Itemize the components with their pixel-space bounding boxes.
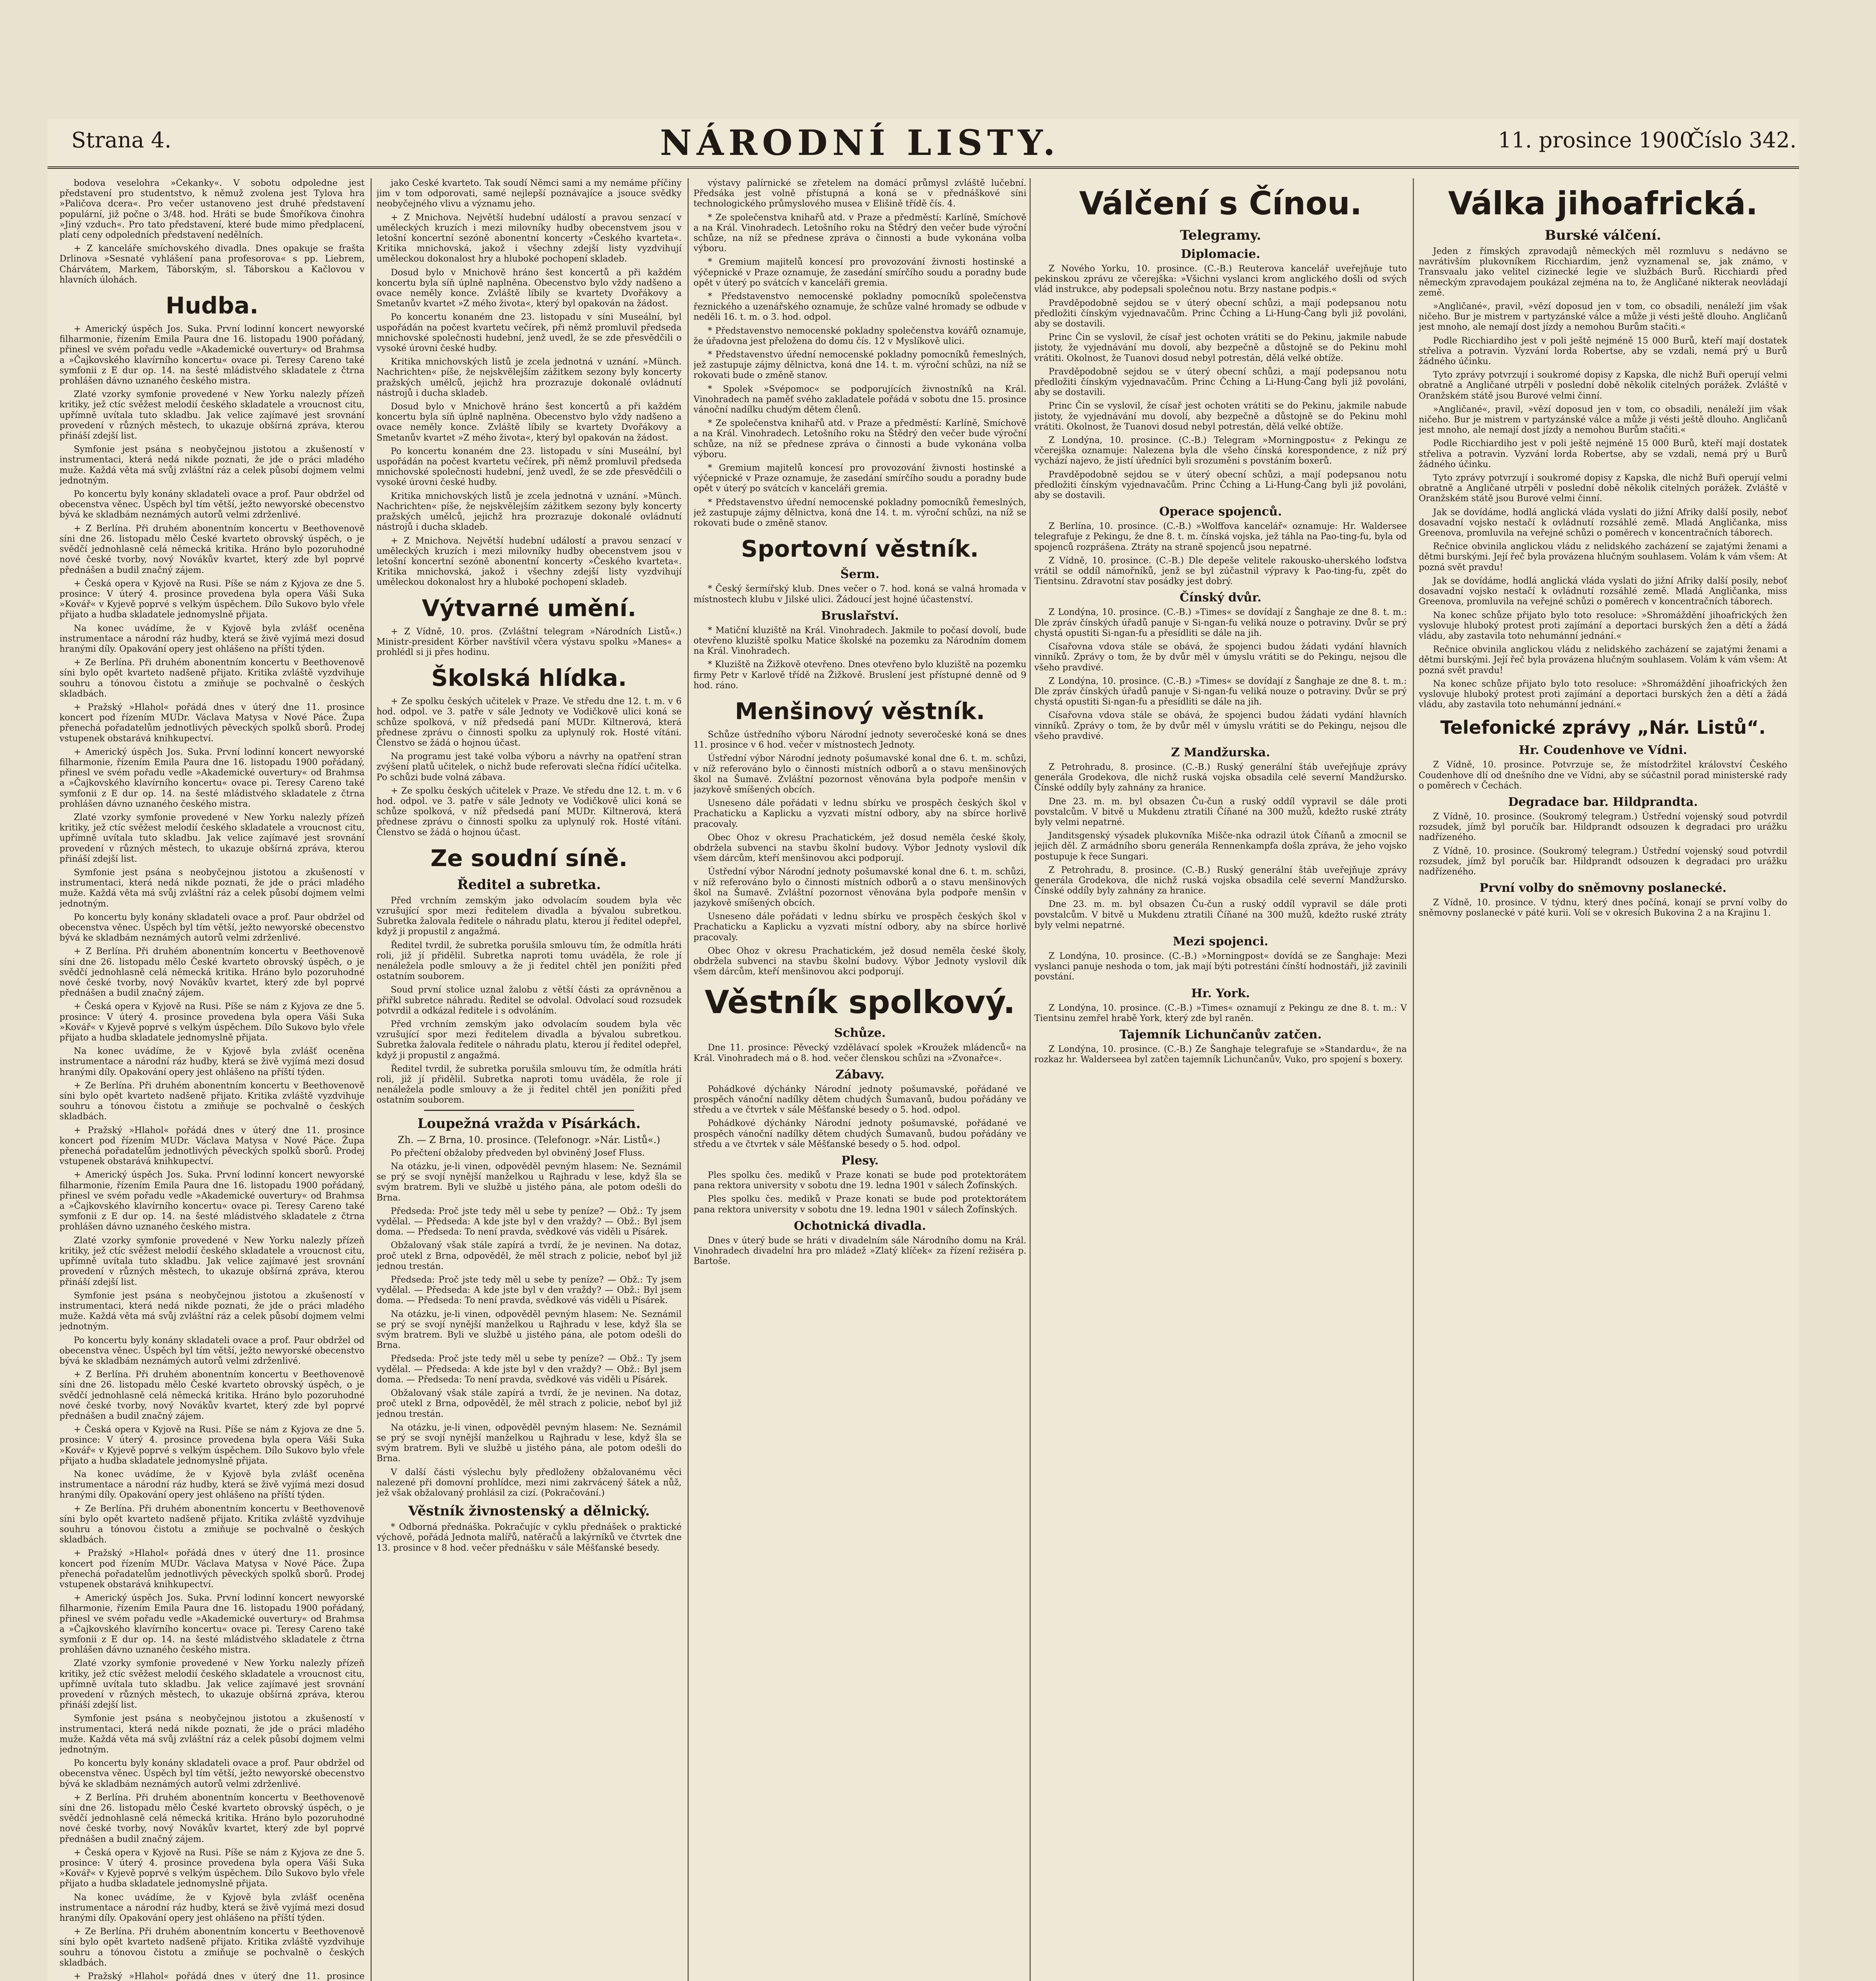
article-paragraph: Z Londýna, 10. prosince. (C.-B.) Ze Šanghaje telegrafuje se »Standardu«, že na rozkaz hr. Walderseea byl zatčen tajemník Lichunčanův, Vuko, pro spojení s boxery. xyxy=(1034,1044,1407,1065)
article-paragraph: + Ze spolku českých učitelek v Praze. Ve středu dne 12. t. m. v 6 hod. odpol. ve 3. patře v sále Jednoty ve Vodičkově ulici koná se schůze spolková, v níž předsedá paní MUDr. Kiltnerová, která přednese zprávu o činnosti spolku za uplynulý rok. Hosté vítáni. Členstvo se žádá o hojnou účast. xyxy=(376,786,682,838)
article-paragraph: Ředitel tvrdil, že subretka porušila smlouvu tím, že odmítla hráti roli, již jí přidělil. Subretka naproti tomu uváděla, že role jí nenáležela podle smlouvy a že ji ředitel chtěl jen ponížiti před ostatním souborem. xyxy=(376,1064,682,1105)
article-paragraph: Dosud bylo v Mnichově hráno šest koncertů a při každém koncertu byla síň úplně naplněna. Obecenstvo bylo vždy nadšeno a ovace neměly konce. Zvláště líbily se kvartety Dvořákovy a Smetanův kvartet »Z mého života«, který byl opakován na žádost. xyxy=(376,267,682,309)
article-paragraph: + Americký úspěch Jos. Suka. První lodinní koncert newyorské filharmonie, řízením Emila Paura dne 16. listopadu 1900 pořádaný, přinesl ve svém pořadu vedle »Akademické ouvertury« od Brahmsa a »Čajkovského klavírního koncertu« ovace pi. Teresy Careno také symfonii z E dur op. 14. na šesté mládistvého skladatele z čtrna prohlášen dávno uznaného českého mistra. xyxy=(59,324,365,386)
column-divider xyxy=(688,178,689,1981)
article-paragraph: + Z Berlína. Při druhém abonentním koncertu v Beethovenově síni dne 26. listopadu mělo České kvarteto obrovský úspěch, o je svědčí jednohlasně celá německá kritika. Hráno bylo pozoruhodné nové české tvorby, nový Novákův kvartet, který zde byl poprvé přednášen a budil značný zájem. xyxy=(59,1370,365,1421)
article-paragraph: Z Nového Yorku, 10. prosince. (C.-B.) Reuterova kancelář uveřejňuje tuto pekinskou zprávu ze včerejška: »Všichni vyslanci krom anglického došli od svých vlád instrukce, aby podepsali společnou notu. Brzy nastane podpis.« xyxy=(1034,264,1407,295)
article-heading: Ochotnická divadla. xyxy=(794,1219,926,1233)
article-paragraph: * Kluziště na Žižkově otevřeno. Dnes otevřeno bylo kluziště na pozemku firmy Petr v Karlově třídě na Žižkově. Bruslení jest přístupné denně od 9 hod. ráno. xyxy=(693,660,1026,691)
article-heading: Plesy. xyxy=(841,1154,879,1168)
article-paragraph: + Pražský »Hlahol« pořádá dnes v úterý dne 11. prosince xyxy=(74,1971,365,1981)
article-paragraph: Dne 23. m. m. byl obsazen Ču-čun a ruský oddíl vypravil se dále proti povstalcům. V bitvě u Mukdenu ztratili Číňané na 300 mužů, kdežto ruské ztráty byly velmi nepatrné. xyxy=(1034,899,1407,930)
article-paragraph: * Odborná přednáška. Pokračujíc v cyklu přednášek o praktické výchově, pořádá Jednota malířů, natěračů a lakýrníků ve čtvrtek dne 13. prosince v 8 hod. večer přednášku v sále Měšťanské besedy. xyxy=(376,1522,682,1553)
article-heading: Diplomacie. xyxy=(1181,247,1261,261)
page-header xyxy=(48,119,1799,169)
article-heading: Hr. Coudenhove ve Vídni. xyxy=(1519,743,1687,758)
article-paragraph: Dosud bylo v Mnichově hráno šest koncertů a při každém koncertu byla síň úplně naplněna. Obecenstvo bylo vždy nadšeno a ovace neměly konce. Zvláště líbily se kvartety Dvořákovy a Smetanův kvartet »Z mého života«, který byl opakován na žádost. xyxy=(376,402,682,443)
article-paragraph: Obec Ohoz v okresu Prachatickém, jež dosud neměla české školy, obdržela subvenci na stavbu školní budovy. Výbor Jednoty vyslovil dík všem dárcům, kteří menšinovou akci podporují. xyxy=(693,946,1026,977)
column-5 xyxy=(1419,178,1787,1981)
article-heading: Mezi spojenci. xyxy=(1173,934,1268,949)
column-4 xyxy=(1034,178,1407,1981)
column-divider xyxy=(1030,178,1031,1981)
article-heading: Tajemník Lichunčanův zatčen. xyxy=(1119,1027,1322,1042)
article-paragraph: Z Vídně, 10. prosince. Potvrzuje se, že místodržitel království Českého Coudenhove dlí od dnešního dne ve Vídni, aby se súčastnil porad ministerské rady o poměrech v Čechách. xyxy=(1419,760,1787,791)
article-paragraph: Symfonie jest psána s neobyčejnou jistotou a zkušeností v instrumentaci, která nedá nikde poznati, že jde o práci mladého muže. Každá věta má svůj zvláštní ráz a celek působí dojmem velmi jednotným. xyxy=(59,1714,365,1755)
column-3 xyxy=(693,178,1026,1981)
article-paragraph: Janditsgenský výsadek plukovníka Mišče-nka odrazil útok Číňanů a zmocnil se jejich děl. Z armádního sboru generála Rennenkampfa došla zpráva, že jeho vojsko postupuje k řece Sungari. xyxy=(1034,831,1407,862)
article-paragraph: Po koncertu konaném dne 23. listopadu v síni Museální, byl uspořádán na počest kvartetu večírek, při němž promluvil předseda mnichovské společnosti hudební, jenž uvedl, že se zde přesvědčili o vysoké úrovni české hudby. xyxy=(376,312,682,354)
article-paragraph: Z Vídně, 10. prosince. V týdnu, který dnes počíná, konají se první volby do sněmovny poslanecké v páté kurii. Volí se v okresích Bukovina 2 a na Krajinu 1. xyxy=(1419,898,1787,918)
article-paragraph: Z Petrohradu, 8. prosince. (C.-B.) Ruský generální štáb uveřejňuje zprávy generála Grodekova, dle nichž ruská vojska obsadila celé severní Mandžursko. Čínské oddíly byly zahnány za hranice. xyxy=(1034,762,1407,793)
article-paragraph: Na otázku, je-li vinen, odpověděl pevným hlasem: Ne. Seznámil se prý se svojí nynější manželkou u Rajhradu v lese, když šla se svým bratrem. Byli ve službě u jistého pána, ale potom odešli do Brna. xyxy=(376,1309,682,1351)
section-heading-zivnost: Věstník živnostenský a dělnický. xyxy=(408,1503,650,1519)
article-paragraph: Z Petrohradu, 8. prosince. (C.-B.) Ruský generální štáb uveřejňuje zprávy generála Grodekova, dle nichž ruská vojska obsadila celé severní Mandžursko. Čínské oddíly byly zahnány za hranice. xyxy=(1034,865,1407,896)
section-heading-china-war: Válčení s Čínou. xyxy=(1079,185,1362,222)
article-paragraph: Pravděpodobně sejdou se v úterý obecní schůzi, a mají podepsanou notu předložiti čínským vyjednavačům. Princ Čching a Li-Hung-Čang byli již povoláni, aby se dostavili. xyxy=(1034,298,1407,329)
article-paragraph: * Gremium majitelů koncesí pro provozování živnosti hostinské a výčepnické v Praze oznamuje, že zasedání smírčího soudu a poradny bude opět v úterý po svátcích v kanceláři gremia. xyxy=(693,463,1026,494)
article-heading: Schůze. xyxy=(834,1026,886,1040)
article-paragraph: Rečnice obvinila anglickou vládu z nelidského zacházení se zajatými ženami a dětmi burskými. Její řeč byla provázena hlučným souhlasem. Volám k vám všem: At pozná svět pravdu! xyxy=(1419,645,1787,676)
article-paragraph: Po koncertu byly konány skladateli ovace a prof. Paur obdržel od obecenstva věnec. Úspěch byl tím větší, ježto newyorské obecenstvo bývá ke skladbám neznámých autorů velmi zdrženlivé. xyxy=(59,489,365,520)
article-paragraph: výstavy palírnické se zřetelem na domácí průmysl zvláště lučební. Předsáka jest volně přístupná a koná se v přednáškové síni technologického průmyslového musea v Elišině třídě čís. 4. xyxy=(693,178,1026,209)
article-paragraph: Kritika mnichovských listů je zcela jednotná v uznání. »Münch. Nachrichten« píše, že nejskvělejším zážitkem sezony byly koncerty pražských umělců, jejichž hra prozrazuje dokonalé ovládnutí nástrojů i ducha skladeb. xyxy=(376,357,682,398)
article-paragraph: Po koncertu byly konány skladateli ovace a prof. Paur obdržel od obecenstva věnec. Úspěch byl tím větší, ježto newyorské obecenstvo bývá ke skladbám neznámých autorů velmi zdrženlivé. xyxy=(59,1335,365,1366)
article-paragraph: Pravděpodobně sejdou se v úterý obecní schůzi, a mají podepsanou notu předložiti čínským vyjednavačům. Princ Čching a Li-Hung-Čang byli již povoláni, aby se dostavili. xyxy=(1034,366,1407,398)
article-paragraph: * Ze společenstva knihařů atd. v Praze a předměstí: Karlíně, Smíchově a na Král. Vinohradech. Letošního roku na Štědrý den večer bude výroční schůze, na níž se přednese zpráva o činnosti a bude vykonána volba výboru. xyxy=(693,212,1026,254)
subsection-heading: Burské válčení. xyxy=(1544,227,1662,243)
article-paragraph: Jak se dovídáme, hodlá anglická vláda vyslati do jižní Afriky další posily, neboť dosavadní vojsko nestačí k ovládnutí rozsáhlé země. Mladá Angličanka, miss Greenova, promluvila na veřejné schůzi o poměrech v koncentračních táborech. xyxy=(1419,576,1787,607)
article-paragraph: * Gremium majitelů koncesí pro provozování živnosti hostinské a výčepnické v Praze oznamuje, že zasedání smírčího soudu a poradny bude opět v úterý po svátcích v kanceláři gremia. xyxy=(693,257,1026,288)
article-paragraph: + Česká opera v Kyjově na Rusi. Píše se nám z Kyjova ze dne 5. prosince: V úterý 4. prosince provedena byla opera Váši Suka »Kovář« v Kyjevě poprvé s velkým úspěchem. Dílo Sukovo bylo vřele přijato a hudba skladatele jednomyslně přijata. xyxy=(59,1425,365,1466)
newspaper-page xyxy=(48,119,1799,1981)
article-paragraph: + Pražský »Hlahol« pořádá dnes v úterý dne 11. prosince koncert pod řízením MUDr. Václava Matysa v Nové Páce. Župa přenechá pořadatelům jednotlivých pěveckých spolků sborů. Prodej vstupenek obstarává knihkupectví. xyxy=(59,702,365,744)
article-paragraph: Na otázku, je-li vinen, odpověděl pevným hlasem: Ne. Seznámil se prý se svojí nynější manželkou u Rajhradu v lese, když šla se svým bratrem. Byli ve službě u jistého pána, ale potom odešli do Brna. xyxy=(376,1422,682,1464)
article-paragraph: Ústřední výbor Národní jednoty pošumavské konal dne 6. t. m. schůzi, v níž referováno bylo o činnosti místních odborů a o stavu menšinových škol na Šumavě. Zvláštní pozornost věnována byla podpoře menšin v jazykově smíšených obcích. xyxy=(693,754,1026,795)
section-heading-spolk: Věstník spolkový. xyxy=(705,984,1015,1021)
article-paragraph: + Pražský »Hlahol« pořádá dnes v úterý dne 11. prosince koncert pod řízením MUDr. Václava Matysa v Nové Páce. Župa přenechá pořadatelům jednotlivých pěveckých spolků sborů. Prodej vstupenek obstarává knihkupectví. xyxy=(59,1548,365,1590)
article-paragraph: + Ze Berlína. Při druhém abonentním koncertu v Beethovenově síni bylo opět kvarteto nadšeně přijato. Kritika zvláště vyzdvihuje souhru a tónovou čistotu a zmiňuje se pochvalně o českých skladbách. xyxy=(59,1504,365,1545)
section-heading-vytvarne: Výtvarné umění. xyxy=(422,594,636,622)
article-paragraph: * Představenstvo úřední nemocenské pokladny pomocníků řemeslných, jež zastupuje zájmy dělnictva, koná dne 14. t. m. výroční schůzi, na níž se rokovati bude o změně stanov. xyxy=(693,350,1026,381)
article-paragraph: Schůze ústředního výboru Národní jednoty severočeské koná se dnes 11. prosince v 6 hod. večer v místnostech Jednoty. xyxy=(693,729,1026,750)
section-heading-soudni: Ze soudní síně. xyxy=(430,844,628,872)
article-paragraph: Dne 23. m. m. byl obsazen Ču-čun a ruský oddíl vypravil se dále proti povstalcům. V bitvě u Mukdenu ztratili Číňané na 300 mužů, kdežto ruské ztráty byly velmi nepatrné. xyxy=(1034,796,1407,827)
article-paragraph: Na konec uvádíme, že v Kyjově byla zvlášť oceněna instrumentace a národní ráz hudby, která se živě vyjímá mezi dosud hranými díly. Opakování opery jest ohlášeno na příští týden. xyxy=(59,1892,365,1924)
subsection-heading: Telegramy. xyxy=(1180,227,1261,243)
article-paragraph: Pravděpodobně sejdou se v úterý obecní schůzi, a mají podepsanou notu předložiti čínským vyjednavačům. Princ Čching a Li-Hung-Čang byli již povoláni, aby se dostavili. xyxy=(1034,469,1407,501)
article-heading: Čínský dvůr. xyxy=(1179,591,1262,605)
article-paragraph: Zlaté vzorky symfonie provedené v New Yorku nalezly přízeň kritiky, jež ctíc svěžest melodií českého skladatele a vroucnost citu, upřímně uvítala tuto skladbu. Jak velice zajímavé jest srovnání provedení v různých městech, to ukazuje obšírná zpráva, kterou přináší zdejší list. xyxy=(59,389,365,441)
article-paragraph: Na programu jest také volba výboru a návrhy na opatření stran zvýšení platů učitelek, o nichž bude referovati slečna řídící učitelka. Po schůzi bude volná zábava. xyxy=(376,752,682,782)
article-paragraph: Podle Ricchiardiho jest v poli ještě nejméně 15 000 Burů, kteří mají dostatek střeliva a potravin. Vyzvání lorda Robertse, aby se vzdali, nemá prý u Burů žádného účinku. xyxy=(1419,336,1787,367)
article-paragraph: + Pražský »Hlahol« pořádá dnes v úterý dne 11. prosince koncert pod řízením MUDr. Václava Matysa v Nové Páce. Župa přenechá pořadatelům jednotlivých pěveckých spolků sborů. Prodej vstupenek obstarává knihkupectví. xyxy=(59,1125,365,1167)
article-paragraph: * Představenstvo nemocenské pokladny pomocníků společenstva řeznického a uzenářského oznamuje, že schůze valné hromady se odbude v neděli 16. t. m. o 3. hod. odpol. xyxy=(693,292,1026,323)
article-paragraph: Císařovna vdova stále se obává, že spojenci budou žádati vydání hlavních vinníků. Zprávy o tom, že by dvůr měl v úmyslu vrátiti se do Pekingu, nejsou dle všeho pravdivé. xyxy=(1034,642,1407,673)
article-paragraph: Před vrchním zemským jako odvolacím soudem byla věc vzrušující spor mezi ředitelem divadla a bývalou subretkou. Subretka žalovala ředitele o náhradu platu, kterou jí ředitel odepřel, když ji propustil z angažmá. xyxy=(376,1019,682,1061)
article-dateline: Zh. — Z Brna, 10. prosince. (Telefonogr. »Nár. Listů«.) xyxy=(398,1134,660,1145)
article-paragraph: * Ze společenstva knihařů atd. v Praze a předměstí: Karlíně, Smíchově a na Král. Vinohradech. Letošního roku na Štědrý den večer bude výroční schůze, na níž se přednese zpráva o činnosti a bude vykonána volba výboru. xyxy=(693,418,1026,460)
article-paragraph: Předseda: Proč jste tedy měl u sebe ty peníze? — Obž.: Ty jsem vydělal. — Předseda: A kde jste byl v den vraždy? — Obž.: Byl jsem doma. — Předseda: To není pravda, svědkové vás viděli u Písárek. xyxy=(376,1354,682,1385)
article-paragraph: Na konec schůze přijato bylo toto resoluce: »Shromáždění jihoafrických žen vyslovuje hluboký protest proti zajímání a deportaci burských žen a dětí a žádá vládu, aby zastavila toto nehumánní jednání.« xyxy=(1419,610,1787,641)
article-heading: Z Mandžurska. xyxy=(1171,745,1270,760)
article-paragraph: + Americký úspěch Jos. Suka. První lodinní koncert newyorské filharmonie, řízením Emila Paura dne 16. listopadu 1900 pořádaný, přinesl ve svém pořadu vedle »Akademické ouvertury« od Brahmsa a »Čajkovského klavírního koncertu« ovace pi. Teresy Careno také symfonii z E dur op. 14. na šesté mládistvého skladatele z čtrna prohlášen dávno uznaného českého mistra. xyxy=(59,1170,365,1232)
article-paragraph: Na konec uvádíme, že v Kyjově byla zvlášť oceněna instrumentace a národní ráz hudby, která se živě vyjímá mezi dosud hranými díly. Opakování opery jest ohlášeno na příští týden. xyxy=(59,1469,365,1500)
article-paragraph: Kritika mnichovských listů je zcela jednotná v uznání. »Münch. Nachrichten« píše, že nejskvělejším zážitkem sezony byly koncerty pražských umělců, jejichž hra prozrazuje dokonalé ovládnutí nástrojů i ducha skladeb. xyxy=(376,491,682,532)
article-paragraph: * Spolek »Svépomoc« se podporujících živnostníků na Král. Vinohradech na paměť svého zakladatele pořádá v sobotu dne 15. prosince vánoční nadílku chudým dětem členů. xyxy=(693,384,1026,415)
article-paragraph: »Angličané«, pravil, »vězí doposud jen v tom, co obsadili, nenáleží jim však ničeho. Bur je mistrem v partyzánské válce a může ji vésti ještě dlouho. Angličanů jest mnoho, ale nemají dost jízdy a nemohou Burům stačiti.« xyxy=(1419,404,1787,435)
article-paragraph: Ples spolku čes. mediků v Praze konati se bude pod protektorátem pana rektora university v sobotu dne 19. ledna 1901 v sálech Žofínských. xyxy=(693,1170,1026,1191)
article-paragraph: Ředitel tvrdil, že subretka porušila smlouvu tím, že odmítla hráti roli, již jí přidělil. Subretka naproti tomu uváděla, že role jí nenáležela podle smlouvy a že ji ředitel chtěl jen ponížiti před ostatním souborem. xyxy=(376,940,682,982)
article-paragraph: Na konec uvádíme, že v Kyjově byla zvlášť oceněna instrumentace a národní ráz hudby, která se živě vyjímá mezi dosud hranými díly. Opakování opery jest ohlášeno na příští týden. xyxy=(59,623,365,654)
article-paragraph: * Představenstvo nemocenské pokladny společenstva kovářů oznamuje, že úřadovna jest přeložena do domu čís. 12 v Myslíkově ulici. xyxy=(693,326,1026,346)
article-paragraph: Na konec schůze přijato bylo toto resoluce: »Shromáždění jihoafrických žen vyslovuje hluboký protest proti zajímání a deportaci burských žen a dětí a žádá vládu, aby zastavila toto nehumánní jednání.« xyxy=(1419,679,1787,710)
article-paragraph: Z Londýna, 10. prosince. (C.-B.) »Morningpost« dovídá se ze Šanghaje: Mezi vyslanci panuje neshoda o tom, jak mají býti potrestáni čínští hodnostáři, již zavinili povstání. xyxy=(1034,951,1407,982)
article-paragraph: Symfonie jest psána s neobyčejnou jistotou a zkušeností v instrumentaci, která nedá nikde poznati, že jde o práci mladého muže. Každá věta má svůj zvláštní ráz a celek působí dojmem velmi jednotným. xyxy=(59,867,365,909)
article-paragraph: Předseda: Proč jste tedy měl u sebe ty peníze? — Obž.: Ty jsem vydělal. — Předseda: A kde jste byl v den vraždy? — Obž.: Byl jsem doma. — Předseda: To není pravda, svědkové vás viděli u Písárek. xyxy=(376,1206,682,1237)
article-heading: Ředitel a subretka. xyxy=(457,876,601,893)
column-1 xyxy=(59,178,365,1981)
article-paragraph: Na otázku, je-li vinen, odpověděl pevným hlasem: Ne. Seznámil se prý se svojí nynější manželkou u Rajhradu v lese, když šla se svým bratrem. Byli ve službě u jistého pána, ale potom odešli do Brna. xyxy=(376,1162,682,1203)
article-paragraph: Po koncertu byly konány skladateli ovace a prof. Paur obdržel od obecenstva věnec. Úspěch byl tím větší, ježto newyorské obecenstvo bývá ke skladbám neznámých autorů velmi zdrženlivé. xyxy=(59,1758,365,1789)
article-paragraph: Soud první stolice uznal žalobu z větší části za oprávněnou a přiřkl subretce náhradu. Ředitel se odvolal. Odvolací soud rozsudek potvrdil a odkázal ředitele i s odvoláním. xyxy=(376,985,682,1016)
article-paragraph: + Ze Berlína. Při druhém abonentním koncertu v Beethovenově síni bylo opět kvarteto nadšeně přijato. Kritika zvláště vyzdvihuje souhru a tónovou čistotu a zmiňuje se pochvalně o českých skladbách. xyxy=(59,1927,365,1968)
article-paragraph: Z Londýna, 10. prosince. (C.-B.) Telegram »Morningpostu« z Pekingu ze včerejška oznamuje: Nalezena byla dle všeho čínská korespondence, z níž prý vychází najevo, že jistí úředníci byli srozuměni s povstáním boxerů. xyxy=(1034,435,1407,466)
article-paragraph: Z Londýna, 10. prosince. (C.-B.) »Times« se dovídají z Šanghaje ze dne 8. t. m.: Dle zpráv čínských úřadů panuje v Si-ngan-fu veliká nouze o potraviny. Dvůr se prý chystá opustiti Si-ngan-fu a přesídliti se dále na jih. xyxy=(1034,607,1407,638)
column-divider xyxy=(1413,178,1414,1981)
issue-date: 11. prosince 1900 xyxy=(1498,128,1693,153)
article-heading: Bruslařství. xyxy=(821,609,899,623)
article-paragraph: Předseda: Proč jste tedy měl u sebe ty peníze? — Obž.: Ty jsem vydělal. — Předseda: A kde jste byl v den vraždy? — Obž.: Byl jsem doma. — Předseda: To není pravda, svědkové vás viděli u Písárek. xyxy=(376,1275,682,1306)
section-heading-hudba: Hudba. xyxy=(165,292,259,319)
page-number: Strana 4. xyxy=(71,128,172,153)
article-paragraph: + Ze Berlína. Při druhém abonentním koncertu v Beethovenově síni bylo opět kvarteto nadšeně přijato. Kritika zvláště vyzdvihuje souhru a tónovou čistotu a zmiňuje se pochvalně o českých skladbách. xyxy=(59,1080,365,1122)
article-paragraph: Tyto zprávy potvrzují i soukromé dopisy z Kapska, dle nichž Buři operují velmi obratně a Angličané utrpěli v poslední době několik citelných porážek. Zvláště v Oranžském státě jsou Burové velmi činní. xyxy=(1419,473,1787,504)
issue-number: Číslo 342. xyxy=(1688,128,1797,153)
article-paragraph: + Americký úspěch Jos. Suka. První lodinní koncert newyorské filharmonie, řízením Emila Paura dne 16. listopadu 1900 pořádaný, přinesl ve svém pořadu vedle »Akademické ouvertury« od Brahmsa a »Čajkovského klavírního koncertu« ovace pi. Teresy Careno také symfonii z E dur op. 14. na šesté mládistvého skladatele z čtrna prohlášen dávno uznaného českého mistra. xyxy=(59,747,365,809)
article-paragraph: + Z Berlína. Při druhém abonentním koncertu v Beethovenově síni dne 26. listopadu mělo České kvarteto obrovský úspěch, o je svědčí jednohlasně celá německá kritika. Hráno bylo pozoruhodné nové české tvorby, nový Novákův kvartet, který zde byl poprvé přednášen a budil značný zájem. xyxy=(59,1792,365,1844)
article-paragraph: Symfonie jest psána s neobyčejnou jistotou a zkušeností v instrumentaci, která nedá nikde poznati, že jde o práci mladého muže. Každá věta má svůj zvláštní ráz a celek působí dojmem velmi jednotným. xyxy=(59,1290,365,1332)
article-paragraph: Podle Ricchiardiho jest v poli ještě nejméně 15 000 Burů, kteří mají dostatek střeliva a potravin. Vyzvání lorda Robertse, aby se vzdali, nemá prý u Burů žádného účinku. xyxy=(1419,439,1787,469)
section-heading-skolska: Školská hlídka. xyxy=(431,664,627,692)
article-paragraph: Rečnice obvinila anglickou vládu z nelidského zacházení se zajatými ženami a dětmi burskými. Její řeč byla provázena hlučným souhlasem. Volám k vám všem: At pozná svět pravdu! xyxy=(1419,542,1787,573)
article-heading: Zábavy. xyxy=(835,1067,885,1082)
article-paragraph: Obec Ohoz v okresu Prachatickém, jež dosud neměla české školy, obdržela subvenci na stavbu školní budovy. Výbor Jednoty vyslovil dík všem dárcům, kteří menšinovou akci podporují. xyxy=(693,832,1026,864)
section-heading-sport: Sportovní věstník. xyxy=(741,535,979,563)
article-heading: Šerm. xyxy=(840,567,880,582)
article-paragraph: Ples spolku čes. mediků v Praze konati se bude pod protektorátem pana rektora university v sobotu dne 19. ledna 1901 v sálech Žofínských. xyxy=(693,1194,1026,1215)
article-paragraph: Po koncertu byly konány skladateli ovace a prof. Paur obdržel od obecenstva věnec. Úspěch byl tím větší, ježto newyorské obecenstvo bývá ke skladbám neznámých autorů velmi zdrženlivé. xyxy=(59,912,365,943)
article-paragraph: Zlaté vzorky symfonie provedené v New Yorku nalezly přízeň kritiky, jež ctíc svěžest melodií českého skladatele a vroucnost citu, upřímně uvítala tuto skladbu. Jak velice zajímavé jest srovnání provedení v různých městech, to ukazuje obšírná zpráva, kterou přináší zdejší list. xyxy=(59,1658,365,1710)
article-paragraph: Císařovna vdova stále se obává, že spojenci budou žádati vydání hlavních vinníků. Zprávy o tom, že by dvůr měl v úmyslu vrátiti se do Pekingu, nejsou dle všeho pravdivé. xyxy=(1034,710,1407,741)
article-paragraph: »Angličané«, pravil, »vězí doposud jen v tom, co obsadili, nenáleží jim však ničeho. Bur je mistrem v partyzánské válce a může ji vésti ještě dlouho. Angličanů jest mnoho, ale nemají dost jízdy a nemohou Burům stačiti.« xyxy=(1419,302,1787,332)
article-paragraph: Zlaté vzorky symfonie provedené v New Yorku nalezly přízeň kritiky, jež ctíc svěžest melodií českého skladatele a vroucnost citu, upřímně uvítala tuto skladbu. Jak velice zajímavé jest srovnání provedení v různých městech, to ukazuje obšírná zpráva, kterou přináší zdejší list. xyxy=(59,812,365,864)
article-paragraph: Z Londýna, 10. prosince. (C.-B.) »Times« oznamují z Pekingu ze dne 8. t. m.: V Tientsinu zemřel hrabě York, který zde byl raněn. xyxy=(1034,1003,1407,1023)
article-paragraph: Z Vídně, 10. prosince. (Soukromý telegram.) Ústřední vojenský soud potvrdil rozsudek, jímž byl poručík bar. Hildprandt odsouzen k degradaci pro urážku nadřízeného. xyxy=(1419,811,1787,843)
article-paragraph: Po přečtení obžaloby předveden byl obviněný Josef Fluss. xyxy=(391,1148,645,1158)
section-heading-boer-war: Válka jihoafrická. xyxy=(1448,185,1758,222)
section-heading-telefon: Telefonické zprávy „Nár. Listů“. xyxy=(1440,717,1766,739)
article-paragraph: Usneseno dále pořádati v lednu sbírku ve prospěch českých škol v Prachaticku a Kaplicku a vyzvati místní odbory, aby na sbírce horlivě pracovaly. xyxy=(693,912,1026,943)
article-paragraph: Z Berlína, 10. prosince. (C.-B.) »Wolffova kancelář« oznamuje: Hr. Waldersee telegrafuje z Pekingu, že dne 8. t. m. čínská vojska, jež táhla na Pao-ting-fu, byla od spojenců rozprášena. Ztráty na straně spojenců jsou nepatrné. xyxy=(1034,521,1407,552)
article-paragraph: * Matiční kluziště na Král. Vinohradech. Jakmile to počasí dovolí, bude otevřeno kluziště spolku Matice školské na pozemku za Národním domem na Král. Vinohradech. xyxy=(693,625,1026,657)
divider xyxy=(424,1110,634,1111)
article-paragraph: + Ze spolku českých učitelek v Praze. Ve středu dne 12. t. m. v 6 hod. odpol. ve 3. patře v sále Jednoty ve Vodičkově ulici koná se schůze spolková, v níž předsedá paní MUDr. Kiltnerová, která přednese zprávu o činnosti spolku za uplynulý rok. Hosté vítáni. Členstvo se žádá o hojnou účast. xyxy=(376,697,682,748)
article-paragraph: Z Vídně, 10. prosince. (Soukromý telegram.) Ústřední vojenský soud potvrdil rozsudek, jímž byl poručík bar. Hildprandt odsouzen k degradaci pro urážku nadřízeného. xyxy=(1419,846,1787,877)
article-heading: Operace spojenců. xyxy=(1159,505,1282,519)
article-heading: Loupežná vražda v Písárkách. xyxy=(417,1115,641,1132)
article-paragraph: Po koncertu konaném dne 23. listopadu v síni Museální, byl uspořádán na počest kvartetu večírek, při němž promluvil předseda mnichovské společnosti hudební, jenž uvedl, že se zde přesvědčili o vysoké úrovni české hudby. xyxy=(376,446,682,488)
article-paragraph: Před vrchním zemským jako odvolacím soudem byla věc vzrušující spor mezi ředitelem divadla a bývalou subretkou. Subretka žalovala ředitele o náhradu platu, kterou jí ředitel odepřel, když ji propustil z angažmá. xyxy=(376,895,682,937)
article-heading: Degradace bar. Hildprandta. xyxy=(1508,795,1698,809)
article-paragraph: + Ze Berlína. Při druhém abonentním koncertu v Beethovenově síni bylo opět kvarteto nadšeně přijato. Kritika zvláště vyzdvihuje souhru a tónovou čistotu a zmiňuje se pochvalně o českých skladbách. xyxy=(59,658,365,699)
article-paragraph: Jak se dovídáme, hodlá anglická vláda vyslati do jižní Afriky další posily, neboť dosavadní vojsko nestačí k ovládnutí rozsáhlé země. Mladá Angličanka, miss Greenova, promluvila na veřejné schůzi o poměrech v koncentračních táborech. xyxy=(1419,507,1787,538)
article-paragraph: Jeden z římských zpravodajů německých měl rozmluvu s nedávno se navrátivším plukovníkem Ricchiardim, jenž vyznamenal se, jak známo, v Transvaalu jako velitel cizinecké legie ve službách Burů. Ricchiardi před německým zpravodajem poukázal zejména na to, že Angličané nikterak neovládají země. xyxy=(1419,246,1787,298)
article-paragraph: + Z Berlína. Při druhém abonentním koncertu v Beethovenově síni dne 26. listopadu mělo České kvarteto obrovský úspěch, o je svědčí jednohlasně celá německá kritika. Hráno bylo pozoruhodné nové české tvorby, nový Novákův kvartet, který zde byl poprvé přednášen a budil značný zájem. xyxy=(59,523,365,575)
article-paragraph: Pohádkové dýchánky Národní jednoty pošumavské, pořádané ve prospěch vánoční nadílky dětem chudých Šumavanů, budou pořádány ve středu a ve čtvrtek v sále Měšťanské besedy o 5. hod. odpol. xyxy=(693,1118,1026,1149)
column-divider xyxy=(371,178,372,1981)
article-heading: První volby do sněmovny poslanecké. xyxy=(1479,881,1727,895)
article-paragraph: Princ Čin se vyslovil, že císař jest ochoten vrátiti se do Pekinu, jakmile nabude jistoty, že vyjednávání mu dovolí, aby bezpečně a důstojně se do Pekinu mohl vrátiti. Okolnost, že Tuanovi dosud nebyl potrestán, dělá velké obtíže. xyxy=(1034,401,1407,432)
article-paragraph: + Z Mnichova. Největší hudební událostí a pravou senzací v uměleckých kruzích i mezi milovníky hudby obecenstvem jsou v letošní koncertní sezóně abonentní koncerty »Českého kvarteta«. Kritika mnichovská, jakož i všechny zdejší listy vyzdvihují uměleckou dokonalost hry a hluboké pochopení skladeb. xyxy=(376,212,682,264)
article-paragraph: Ústřední výbor Národní jednoty pošumavské konal dne 6. t. m. schůzi, v níž referováno bylo o činnosti místních odborů a o stavu menšinových škol na Šumavě. Zvláštní pozornost věnována byla podpoře menšin v jazykově smíšených obcích. xyxy=(693,867,1026,908)
article-paragraph: + Česká opera v Kyjově na Rusi. Píše se nám z Kyjova ze dne 5. prosince: V úterý 4. prosince provedena byla opera Váši Suka »Kovář« v Kyjevě poprvé s velkým úspěchem. Dílo Sukovo bylo vřele přijato a hudba skladatele jednomyslně přijata. xyxy=(59,578,365,620)
article-paragraph: Z Vídně, 10. prosince. (C.-B.) Dle depeše velitele rakousko-uherského loďstva vrátil se oddíl námořníků, jenž se byl zúčastnil výpravy k Pao-ting-fu, zpět do Tientsinu. Zdravotní stav posádky jest dobrý. xyxy=(1034,555,1407,587)
section-heading-mensin: Menšinový věstník. xyxy=(735,697,985,725)
article-paragraph: + Česká opera v Kyjově na Rusi. Píše se nám z Kyjova ze dne 5. prosince: V úterý 4. prosince provedena byla opera Váši Suka »Kovář« v Kyjevě poprvé s velkým úspěchem. Dílo Sukovo bylo vřele přijato a hudba skladatele jednomyslně přijata. xyxy=(59,1847,365,1889)
article-paragraph: Na konec uvádíme, že v Kyjově byla zvlášť oceněna instrumentace a národní ráz hudby, která se živě vyjímá mezi dosud hranými díly. Opakování opery jest ohlášeno na příští týden. xyxy=(59,1046,365,1077)
article-paragraph: Princ Čin se vyslovil, že císař jest ochoten vrátiti se do Pekinu, jakmile nabude jistoty, že vyjednávání mu dovolí, aby bezpečně a důstojně se do Pekinu mohl vrátiti. Okolnost, že Tuanovi dosud nebyl potrestán, dělá velké obtíže. xyxy=(1034,332,1407,363)
article-paragraph: Symfonie jest psána s neobyčejnou jistotou a zkušeností v instrumentaci, která nedá nikde poznati, že jde o práci mladého muže. Každá věta má svůj zvláštní ráz a celek působí dojmem velmi jednotným. xyxy=(59,445,365,486)
article-paragraph: Usneseno dále pořádati v lednu sbírku ve prospěch českých škol v Prachaticku a Kaplicku a vyzvati místní odbory, aby na sbírce horlivě pracovaly. xyxy=(693,798,1026,829)
article-paragraph: + Americký úspěch Jos. Suka. První lodinní koncert newyorské filharmonie, řízením Emila Paura dne 16. listopadu 1900 pořádaný, přinesl ve svém pořadu vedle »Akademické ouvertury« od Brahmsa a »Čajkovského klavírního koncertu« ovace pi. Teresy Careno také symfonii z E dur op. 14. na šesté mládistvého skladatele z čtrna prohlášen dávno uznaného českého mistra. xyxy=(59,1593,365,1655)
article-paragraph: Obžalovaný však stále zapírá a tvrdí, že je nevinen. Na dotaz, proč utekl z Brna, odpověděl, že měl strach z policie, neboť byl již jednou trestán. xyxy=(376,1241,682,1271)
article-paragraph: + Z kanceláře smíchovského divadla. Dnes opakuje se frašta Drlinova »Sesnaté vyhlášení pana profesorova« s pp. Liebrem, Chárvátem, Markem, Táborským, sl. Táborskou a Kačlovou v hlavních úlohách. xyxy=(59,244,365,285)
article-paragraph: Z Londýna, 10. prosince. (C.-B.) »Times« se dovídají z Šanghaje ze dne 8. t. m.: Dle zpráv čínských úřadů panuje v Si-ngan-fu veliká nouze o potraviny. Dvůr se prý chystá opustiti Si-ngan-fu a přesídliti se dále na jih. xyxy=(1034,676,1407,707)
article-paragraph: Obžalovaný však stále zapírá a tvrdí, že je nevinen. Na dotaz, proč utekl z Brna, odpověděl, že měl strach z policie, neboť byl již jednou trestán. xyxy=(376,1388,682,1419)
article-paragraph: Dnes v úterý bude se hráti v divadelním sále Národního domu na Král. Vinohradech divadelní hra pro mládež »Zlatý klíček« za řízení režiséra p. Bartoše. xyxy=(693,1235,1026,1267)
article-paragraph: V další části výslechu byly předloženy obžalovanému věci nalezené při domovní prohlídce, mezi nimi zakrvácený šátek a nůž, jež však obžalovaný prohlásil za cizí. (Pokračování.) xyxy=(376,1467,682,1498)
article-paragraph: bodova veselohra »Čekanky«. V sobotu odpoledne jest představení pro studentstvo, k němuž zvolena jest Tylova hra »Paličova dcera«. Pro večer ustanoveno jest druhé představení populární, již počne o 3/48. hod. Hráti se bude Šmoříkova činohra »Jiný vzduch«. Pro tato představení, které bude mimo předplacení, platí ceny odpoledních představení nedělních. xyxy=(59,178,365,240)
article-paragraph: * Český šermířský klub. Dnes večer o 7. hod. koná se valná hromada v místnostech klubu v Jilské ulici. Žádoucí jest hojné účastenství. xyxy=(693,584,1026,605)
article-paragraph: + Z Vídně, 10. pros. (Zvláštní telegram »Národních Listů«.) Ministr-president Körber navštívil včera výstavu spolku »Manes« a prohlédl si ji přes hodinu. xyxy=(376,626,682,657)
article-paragraph: + Česká opera v Kyjově na Rusi. Píše se nám z Kyjova ze dne 5. prosince: V úterý 4. prosince provedena byla opera Váši Suka »Kovář« v Kyjevě poprvé s velkým úspěchem. Dílo Sukovo bylo vřele přijato a hudba skladatele jednomyslně přijata. xyxy=(59,1002,365,1043)
article-paragraph: Dne 11. prosince: Pěvecký vzdělávací spolek »Kroužek mládenců« na Král. Vinohradech má o 8. hod. večer členskou schůzi na »Zvonařce«. xyxy=(693,1043,1026,1063)
article-paragraph: Zlaté vzorky symfonie provedené v New Yorku nalezly přízeň kritiky, jež ctíc svěžest melodií českého skladatele a vroucnost citu, upřímně uvítala tuto skladbu. Jak velice zajímavé jest srovnání provedení v různých městech, to ukazuje obšírná zpráva, kterou přináší zdejší list. xyxy=(59,1235,365,1287)
newspaper-title: NÁRODNÍ LISTY. xyxy=(660,122,1060,163)
article-paragraph: + Z Berlína. Při druhém abonentním koncertu v Beethovenově síni dne 26. listopadu mělo České kvarteto obrovský úspěch, o je svědčí jednohlasně celá německá kritika. Hráno bylo pozoruhodné nové české tvorby, nový Novákův kvartet, který zde byl poprvé přednášen a budil značný zájem. xyxy=(59,947,365,998)
article-paragraph: Tyto zprávy potvrzují i soukromé dopisy z Kapska, dle nichž Buři operují velmi obratně a Angličané utrpěli v poslední době několik citelných porážek. Zvláště v Oranžském státě jsou Burové velmi činní. xyxy=(1419,370,1787,401)
column-2 xyxy=(376,178,682,1981)
article-paragraph: + Z Mnichova. Největší hudební událostí a pravou senzací v uměleckých kruzích i mezi milovníky hudby obecenstvem jsou v letošní koncertní sezóně abonentní koncerty »Českého kvarteta«. Kritika mnichovská, jakož i všechny zdejší listy vyzdvihují uměleckou dokonalost hry a hluboké pochopení skladeb. xyxy=(376,536,682,588)
article-paragraph: jako České kvarteto. Tak soudí Němci sami a my nemáme příčiny jim v tom odporovati, samé nejlepší poznávajíce a jsouce svědky neobyčejného vlivu a významu jeho. xyxy=(376,178,682,209)
article-heading: Hr. York. xyxy=(1191,986,1250,1000)
article-paragraph: * Představenstvo úřední nemocenské pokladny pomocníků řemeslných, jež zastupuje zájmy dělnictva, koná dne 14. t. m. výroční schůzi, na níž se rokovati bude o změně stanov. xyxy=(693,497,1026,529)
article-paragraph: Pohádkové dýchánky Národní jednoty pošumavské, pořádané ve prospěch vánoční nadílky dětem chudých Šumavanů, budou pořádány ve středu a ve čtvrtek v sále Měšťanské besedy o 5. hod. odpol. xyxy=(693,1084,1026,1115)
